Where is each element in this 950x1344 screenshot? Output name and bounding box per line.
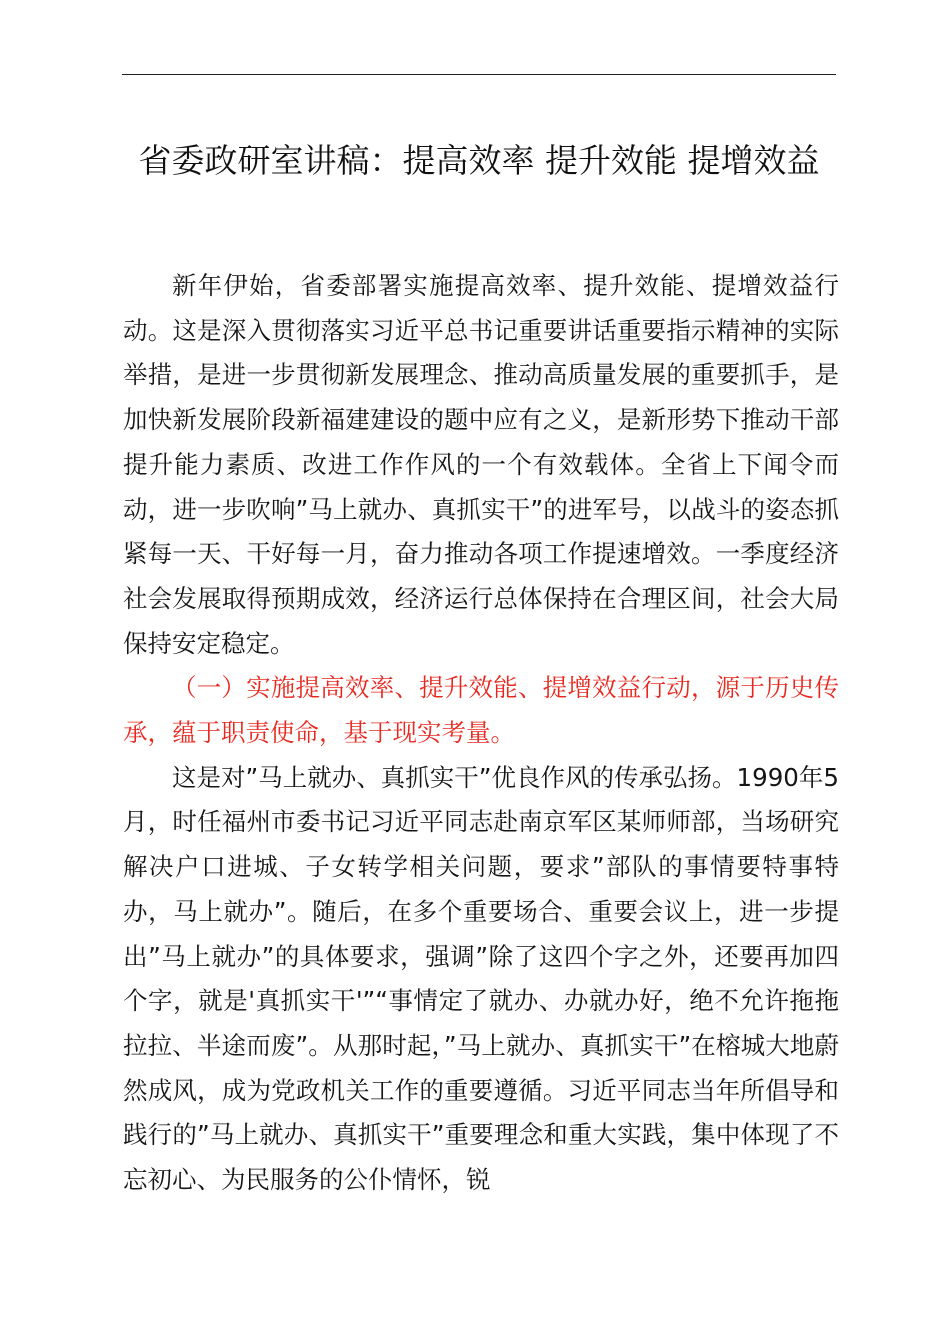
document-body: [123, 264, 839, 1203]
header-rule: [122, 74, 836, 75]
section-heading-1: （一）实施提高效率、提升效能、提增效益行动，源于历史传承，蕴于职责使命，基于现实考量。: [123, 673, 839, 748]
document-title: 省委政研室讲稿：提高效率 提升效能 提增效益: [138, 141, 820, 180]
paragraph-history: 这是对”马上就办、真抓实干”优良作风的传承弘扬。1990年5月，时任福州市委书记习近平同志赴南京军区某师师部，当场研究解决户口进城、子女转学相关问题，要求”部队的事情要特事特办，马上就办”。随后，在多个重要场合、重要会议上，进一步提出”马上就办”的具体要求，强调”除了这四个字之外，还要再加四个字，就是'真抓实干'”“事情定了就办、办就办好，绝不允许拖拖拉拉、半途而废”。从那时起，”马上就办、真抓实干”在榕城大地蔚然成风，成为党政机关工作的重要遵循。习近平同志当年所倡导和践行的”马上就办、真抓实干”重要理念和重大实践，集中体现了不忘初心、为民服务的公仆情怀，锐: [123, 762, 839, 1195]
paragraph-intro: 新年伊始，省委部署实施提高效率、提升效能、提增效益行动。这是深入贯彻落实习近平总书记重要讲话重要指示精神的实际举措，是进一步贯彻新发展理念、推动高质量发展的重要抓手，是加快新发展阶段新福建建设的题中应有之义，是新形势下推动干部提升能力素质、改进工作作风的一个有效载体。全省上下闻令而动，进一步吹响”马上就办、真抓实干”的进军号，以战斗的姿态抓紧每一天、干好每一月，奋力推动各项工作提速增效。一季度经济社会发展取得预期成效，经济运行总体保持在合理区间，社会大局保持安定稳定。: [123, 271, 839, 658]
